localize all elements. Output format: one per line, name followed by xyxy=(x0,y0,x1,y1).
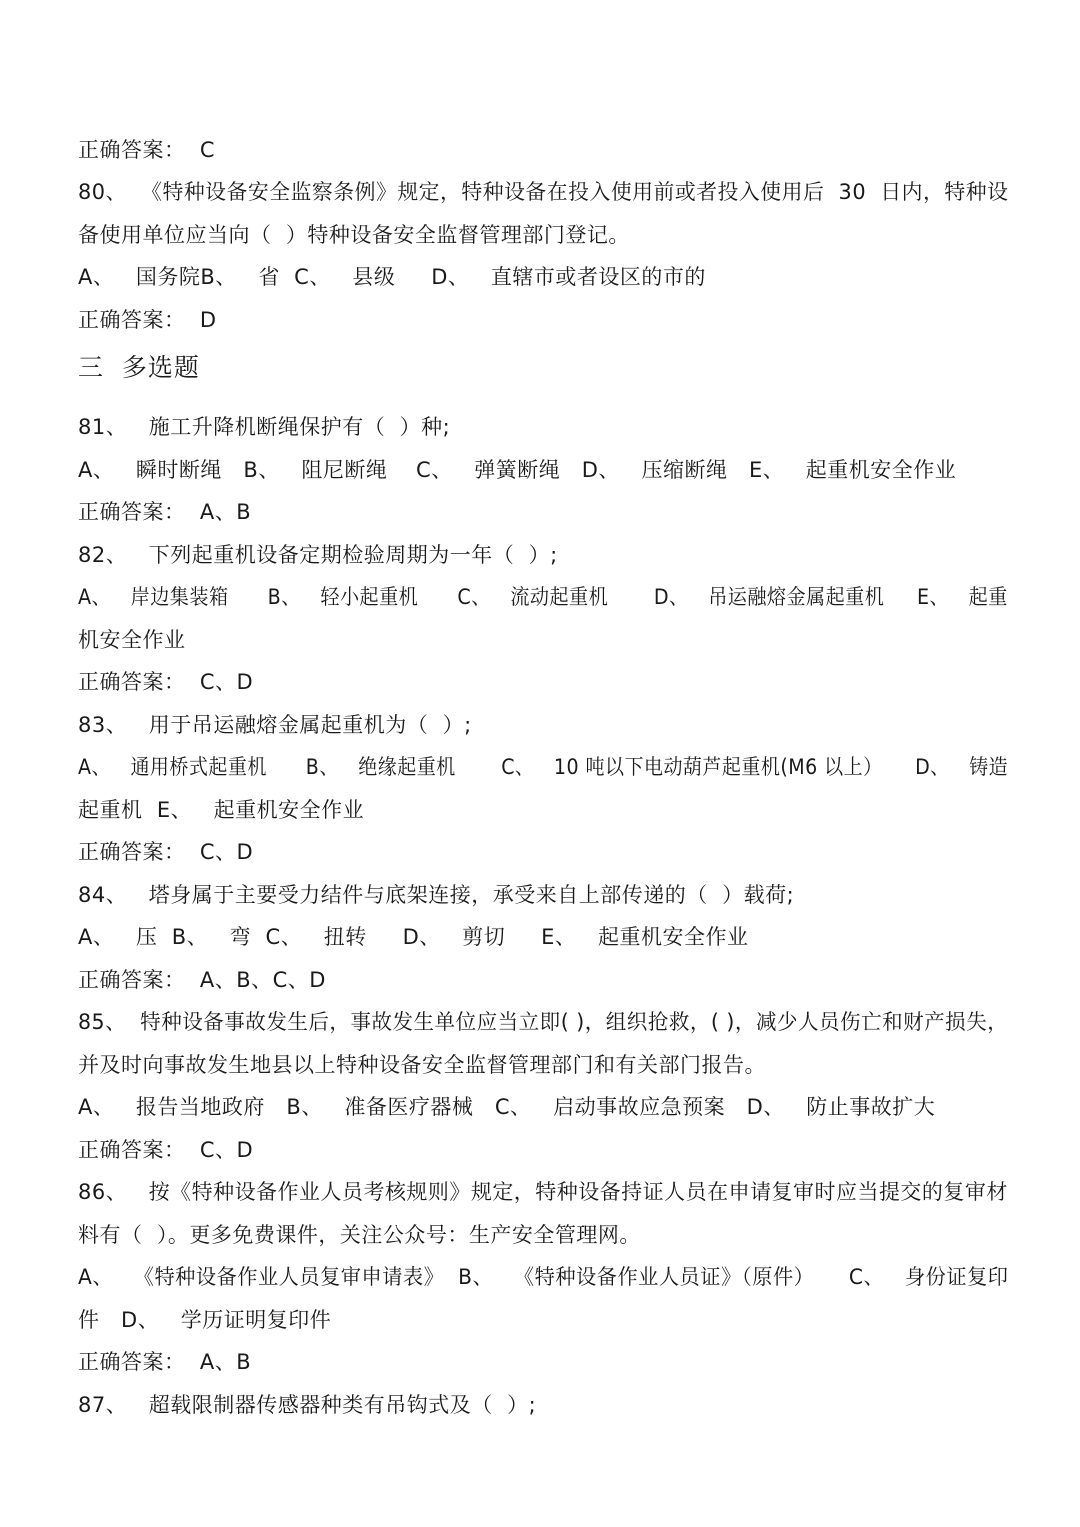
section-heading-multiple-choice: 三 多选题 xyxy=(78,353,200,382)
question-84-options: A、 压 B、 弯 C、 扭转 D、 剪切 E、 起重机安全作业 xyxy=(78,925,749,949)
question-82-options-line-2: 机安全作业 xyxy=(78,628,186,652)
answer-82: 正确答案： C、D xyxy=(78,670,254,694)
question-86-options-line-1: A、 《特种设备作业人员复审申请表》 B、 《特种设备作业人员证》（原件） C、 身份证复印 xyxy=(78,1265,1009,1289)
answer-80: 正确答案： D xyxy=(78,308,217,332)
question-80-line-1: 80、 《特种设备安全监察条例》规定，特种设备在投入使用前或者投入使用后 30 日内，特种设 xyxy=(78,180,1009,204)
question-85-line-2: 并及时向事故发生地县以上特种设备安全监督管理部门和有关部门报告。 xyxy=(78,1053,766,1077)
question-82-options-line-1: A、 岸边集装箱 B、 轻小起重机 C、 流动起重机 D、 吊运融熔金属起重机 E、 起重 xyxy=(78,585,1008,609)
question-86-options-line-2: 件 D、 学历证明复印件 xyxy=(78,1308,332,1332)
question-82: 82、 下列起重机设备定期检验周期为一年（ ）; xyxy=(78,543,558,567)
question-85-options: A、 报告当地政府 B、 准备医疗器械 C、 启动事故应急预案 D、 防止事故扩大 xyxy=(78,1095,936,1119)
question-86-line-2: 料有（ ）。更多免费课件，关注公众号：生产安全管理网。 xyxy=(78,1223,641,1247)
answer-86: 正确答案： A、B xyxy=(78,1350,252,1374)
question-85-line-1: 85、 特种设备事故发生后，事故发生单位应当立即( )，组织抢救，( )，减少人员伤亡和财产损失， xyxy=(78,1010,1009,1034)
answer-84: 正确答案： A、B、C、D xyxy=(78,968,326,992)
answer-85: 正确答案： C、D xyxy=(78,1138,254,1162)
question-80-options: A、 国务院B、 省 C、 县级 D、 直辖市或者设区的市的 xyxy=(78,265,706,289)
question-83-options-line-2: 起重机 E、 起重机安全作业 xyxy=(78,798,365,822)
question-86-line-1: 86、 按《特种设备作业人员考核规则》规定，特种设备持证人员在申请复审时应当提交的复审材 xyxy=(78,1180,1008,1204)
question-81: 81、 施工升降机断绳保护有（ ）种; xyxy=(78,415,451,439)
answer-83: 正确答案： C、D xyxy=(78,840,254,864)
question-80-line-2: 备使用单位应当向（ ）特种设备安全监督管理部门登记。 xyxy=(78,223,630,247)
question-81-options: A、 瞬时断绳 B、 阻尼断绳 C、 弹簧断绳 D、 压缩断绳 E、 起重机安全作业 xyxy=(78,458,957,482)
question-83-options-line-1: A、 通用桥式起重机 B、 绝缘起重机 C、 10 吨以下电动葫芦起重机(M6 以上） D、 铸造 xyxy=(78,755,1009,779)
question-84: 84、 塔身属于主要受力结件与底架连接，承受来自上部传递的（ ）载荷; xyxy=(78,883,795,907)
question-87: 87、 超载限制器传感器种类有吊钩式及（ ）; xyxy=(78,1393,537,1417)
answer-81: 正确答案： A、B xyxy=(78,500,252,524)
answer-79: 正确答案： C xyxy=(78,138,216,162)
question-83: 83、 用于吊运融熔金属起重机为（ ）; xyxy=(78,713,472,737)
